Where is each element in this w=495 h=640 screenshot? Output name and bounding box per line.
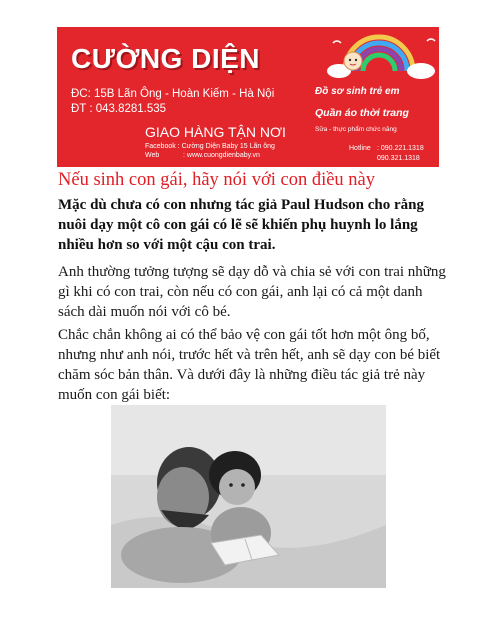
hotline-label: Hotline xyxy=(349,145,371,152)
brand-name: CƯỜNG DIỆN xyxy=(71,43,261,74)
hotline-number-2: 090.321.1318 xyxy=(377,155,420,162)
hotline-number-1: : 090.221.1318 xyxy=(377,145,424,152)
website-label: Web xyxy=(145,152,160,159)
shipping-text: GIAO HÀNG TẬN NƠI xyxy=(145,124,286,140)
slogan-newborn: Đồ sơ sinh trẻ em xyxy=(315,86,400,97)
store-address: ĐC: 15B Lãn Ông - Hoàn Kiếm - Hà Nội xyxy=(71,88,275,100)
article-paragraph-2: Chắc chắn không ai có thể bảo vệ con gái tốt hơn một ông bố, nhưng như anh nói, trước hết và trên hết, anh sẽ dạy con bé biết chăm sóc bản thân. Và dưới đây là những điều tác giả trẻ này muốn con gái biết: xyxy=(58,327,441,403)
father-daughter-photo xyxy=(111,405,386,588)
slogan-fashion: Quần áo thời trang xyxy=(315,107,409,119)
article-title: Nếu sinh con gái, hãy nói với con điều này xyxy=(58,170,376,190)
website-url: : www.cuongdienbaby.vn xyxy=(183,152,260,159)
website-text xyxy=(145,152,260,159)
facebook-text: Facebook : Cường Diện Baby 15 Lãn ông xyxy=(145,143,275,150)
slogan-milk: Sữa - thực phẩm chức năng xyxy=(315,126,397,133)
article-paragraph-1: Anh thường tưởng tượng sẽ dạy dỗ và chia sẻ với con trai những gì khi có con trai, còn nếu có con gái, anh lại có cả một danh sách dài muốn nói với cô bé. xyxy=(58,264,446,320)
rainbow-baby-logo xyxy=(325,31,437,85)
store-banner xyxy=(57,27,439,167)
store-phone: ĐT : 043.8281.535 xyxy=(71,103,167,115)
article-lead: Mặc dù chưa có con nhưng tác giả Paul Hudson cho rằng nuôi dạy một cô con gái có lẽ sẽ khiến phụ huynh lo lắng nhiều hơn so với một cậu con trai. xyxy=(58,197,424,253)
